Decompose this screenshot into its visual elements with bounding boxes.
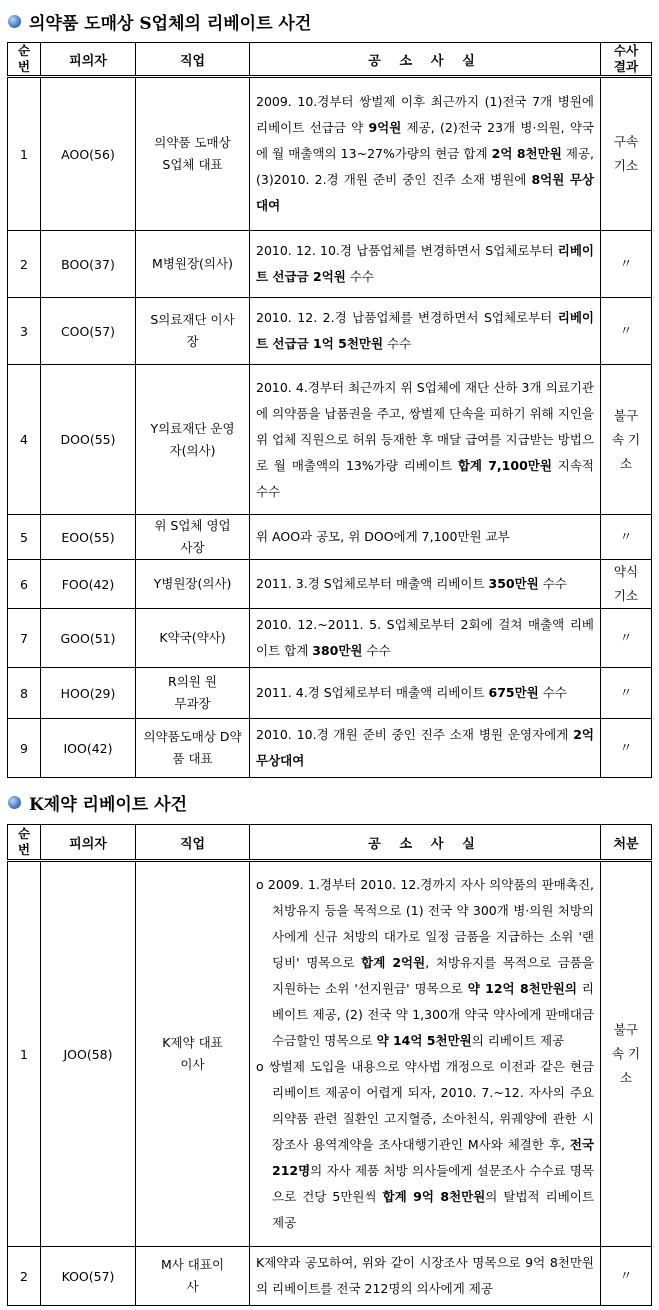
fact-text: 2011. 4.경 S업체로부터 매출액 리베이트 — [256, 685, 489, 700]
occupation-cell — [136, 515, 250, 560]
header-no: 순번 — [8, 825, 41, 861]
fact-emphasis: 약 12억 8천만원의 — [467, 981, 577, 996]
fact-emphasis: 8억원 무상 대여 — [256, 172, 594, 213]
facts-cell — [250, 861, 601, 1247]
result-cell — [601, 1247, 652, 1306]
result: 〃 — [619, 630, 633, 645]
result-cell — [601, 668, 652, 719]
row-number: 4 — [8, 365, 41, 515]
result-cell — [601, 231, 652, 298]
suspect-name: EOO(55) — [41, 515, 136, 560]
suspect-name: JOO(58) — [41, 861, 136, 1247]
header-job: 직업 — [136, 825, 250, 861]
fact-text: 2010. 12. 2.경 납품업체를 변경하면서 S업체로부터 — [256, 310, 558, 325]
section1-table — [7, 42, 652, 778]
fact-emphasis: 9억원 — [368, 120, 402, 135]
fact-text: 2009. 10.경부터 쌍벌제 이후 최근까지 (1)전국 7개 병원에 리베이트 선급금 약 — [256, 94, 594, 135]
occupation: K제약 대표이사 — [162, 1035, 223, 1072]
occupation: 의약품도매상 D약품 대표 — [143, 729, 242, 766]
table-row — [8, 231, 652, 298]
result: 〃 — [619, 323, 633, 338]
section2-table — [7, 824, 652, 1306]
fact-text: 수수 — [538, 576, 567, 591]
fact-text: 리베이트 제공, (2) 전국 약 1,300개 약국 약사에게 판매대금 수금할인 명목으로 — [272, 981, 594, 1048]
result: 〃 — [619, 529, 633, 544]
result-cell — [601, 77, 652, 231]
fact-text: 의 자사 제품 처방 의사들에게 설문조사 수수료 명목으로 건당 5만원씩 — [272, 1163, 594, 1204]
suspect-name: DOO(55) — [41, 365, 136, 515]
fact-emphasis: 350만원 — [488, 576, 539, 591]
header-suspect: 피의자 — [41, 43, 136, 77]
fact-text: 수수 — [383, 336, 412, 351]
row-number: 7 — [8, 609, 41, 668]
fact-text: 지속적 수수 — [256, 457, 594, 499]
table-row — [8, 1247, 652, 1306]
occupation: 위 S업체 영업사장 — [154, 518, 231, 555]
result-cell — [601, 861, 652, 1247]
table-row — [8, 719, 652, 778]
table-row — [8, 365, 652, 515]
occupation-cell — [136, 668, 250, 719]
occupation: Y의료재단 운영자(의사) — [150, 420, 235, 458]
result: 구속 기소 — [613, 134, 639, 173]
facts-cell — [250, 365, 601, 515]
header-facts: 공 소 사 실 — [250, 43, 601, 77]
fact-text: , 처방유지를 목적으로 금품을 지원하는 소위 '선지원금' 명목으로 — [272, 955, 594, 996]
fact-emphasis: 2억 무상대여 — [256, 727, 594, 768]
fact-text: K제약과 공모하여, 위와 같이 시장조사 명목으로 9억 8천만원의 리베이트를 전국 212명의 의사에게 제공 — [256, 1255, 594, 1296]
section2-header-row — [8, 825, 652, 861]
table-row — [8, 861, 652, 1247]
result: 〃 — [619, 740, 633, 755]
header-no: 순번 — [8, 43, 41, 77]
occupation-cell — [136, 1247, 250, 1306]
suspect-name: AOO(56) — [41, 77, 136, 231]
facts-cell — [250, 515, 601, 560]
row-number: 1 — [8, 861, 41, 1247]
fact-emphasis: 675만원 — [488, 685, 539, 700]
row-number: 1 — [8, 77, 41, 231]
header-job: 직업 — [136, 43, 250, 77]
occupation: M사 대표이사 — [160, 1257, 225, 1294]
table-row — [8, 515, 652, 560]
occupation-cell — [136, 719, 250, 778]
result: 약식 기소 — [613, 564, 639, 603]
occupation-cell — [136, 231, 250, 298]
occupation: M병원장(의사) — [152, 256, 233, 271]
occupation-cell — [136, 298, 250, 365]
occupation-cell — [136, 861, 250, 1247]
section1-title — [8, 9, 311, 34]
occupation: K약국(약사) — [159, 630, 226, 645]
fact-text: 2010. 4.경부터 최근까지 위 S업체에 재단 산하 3개 의료기관에 의약품을 납품권을 주고, 쌍벌제 단속을 피하기 위해 지인을 위 업체 직원으로 허위 등재한 후 매달 급여를 지급받는 방법으로 월 매출액의 13%가량 리베이트 — [256, 379, 594, 473]
fact-text: 수수 — [362, 643, 391, 658]
table-row — [8, 560, 652, 609]
fact-text: 의 탈법적 리베이트 제공 — [272, 1189, 594, 1230]
occupation-cell — [136, 609, 250, 668]
result-cell — [601, 560, 652, 609]
row-number: 2 — [8, 1247, 41, 1306]
row-number: 6 — [8, 560, 41, 609]
result-cell — [601, 719, 652, 778]
fact-emphasis: 리베이트 선급금 1억 5천만원 — [256, 310, 594, 351]
result: 〃 — [619, 1268, 633, 1283]
result-cell — [601, 515, 652, 560]
header-result: 처분 — [601, 825, 652, 861]
bullet-icon — [8, 15, 21, 28]
row-number: 2 — [8, 231, 41, 298]
section2-title — [8, 790, 187, 815]
suspect-name: FOO(42) — [41, 560, 136, 609]
facts-cell — [250, 560, 601, 609]
suspect-name: BOO(37) — [41, 231, 136, 298]
occupation: R의원 원무과장 — [168, 674, 217, 711]
fact-text: 제공, (3)2010. 2.경 개원 준비 중인 진주 소재 병원에 — [256, 146, 594, 187]
facts-cell — [250, 298, 601, 365]
occupation-cell — [136, 77, 250, 231]
suspect-name: COO(57) — [41, 298, 136, 365]
fact-text: o 2009. 1.경부터 2010. 12.경까지 자사 의약품의 판매촉진, 처방유지 등을 목적으로 (1) 전국 약 300개 병·의원 처방의사에게 신규 처방의 대가로 일정 금품을 지급하는 소위 '랜딩비' 명목으로 — [256, 877, 594, 970]
fact-emphasis: 리베이트 선급금 2억원 — [256, 243, 594, 284]
fact-text: 2010. 10.경 개원 준비 중인 진주 소재 병원 운영자에게 — [256, 727, 574, 742]
result: 불구속 기소 — [611, 1022, 641, 1085]
section2-title-text: K제약 리베이트 사건 — [29, 795, 187, 815]
result-cell — [601, 609, 652, 668]
facts-cell — [250, 77, 601, 231]
fact-text: 2011. 3.경 S업체로부터 매출액 리베이트 — [256, 576, 489, 591]
suspect-name: GOO(51) — [41, 609, 136, 668]
fact-emphasis: 380만원 — [312, 643, 363, 658]
fact-paragraph — [256, 872, 594, 1054]
occupation-cell — [136, 560, 250, 609]
table-row — [8, 609, 652, 668]
result: 〃 — [619, 685, 633, 700]
result-cell — [601, 365, 652, 515]
facts-cell — [250, 719, 601, 778]
fact-emphasis: 전국 212명 — [272, 1137, 594, 1178]
result: 불구속 기소 — [611, 407, 641, 471]
fact-emphasis: 합계 9억 8천만원 — [382, 1189, 486, 1204]
fact-text: o 쌍벌제 도입을 내용으로 약사법 개정으로 이전과 같은 현금 리베이트 제공이 어렵게 되자, 2010. 7.~12. 자사의 주요 의약품 관련 질환인 고지혈증, 소아천식, 위궤양에 관한 시장조사 용역계약을 조사대행기관인 M사와 체결한 후, — [256, 1059, 594, 1152]
fact-text: 2010. 12. 10.경 납품업체를 변경하면서 S업체로부터 — [256, 243, 558, 258]
fact-emphasis: 합계 2억원 — [361, 955, 426, 970]
section1-header-row — [8, 43, 652, 77]
facts-cell — [250, 231, 601, 298]
fact-emphasis: 약 14억 5천만원 — [376, 1033, 472, 1048]
fact-text: 수수 — [538, 685, 567, 700]
fact-text: 2010. 12.~2011. 5. S업체로부터 2회에 걸쳐 매출액 리베이트 합계 — [256, 617, 594, 658]
bullet-icon — [8, 796, 21, 809]
table-row — [8, 298, 652, 365]
occupation: Y병원장(의사) — [153, 576, 232, 591]
result: 〃 — [619, 256, 633, 271]
row-number: 3 — [8, 298, 41, 365]
header-facts: 공 소 사 실 — [250, 825, 601, 861]
table-row — [8, 668, 652, 719]
facts-cell — [250, 609, 601, 668]
table-row — [8, 77, 652, 231]
row-number: 8 — [8, 668, 41, 719]
fact-text: 위 AOO과 공모, 위 DOO에게 7,100만원 교부 — [256, 529, 510, 544]
fact-text: 제공, (2)전국 23개 병·의원, 약국에 월 매출액의 13~27%가량의 현금 합계 — [256, 120, 594, 161]
result-cell — [601, 298, 652, 365]
occupation-cell — [136, 365, 250, 515]
fact-emphasis: 2억 8천만원 — [491, 146, 562, 161]
row-number: 5 — [8, 515, 41, 560]
header-result: 수사결과 — [601, 43, 652, 77]
suspect-name: IOO(42) — [41, 719, 136, 778]
fact-paragraph — [256, 1054, 594, 1236]
suspect-name: KOO(57) — [41, 1247, 136, 1306]
facts-cell — [250, 1247, 601, 1306]
fact-text: 의 리베이트 제공 — [471, 1033, 565, 1048]
facts-cell — [250, 668, 601, 719]
section1-title-text: 의약품 도매상 S업체의 리베이트 사건 — [29, 14, 312, 34]
occupation: 의약품 도매상 S업체 대표 — [154, 135, 231, 172]
row-number: 9 — [8, 719, 41, 778]
fact-text: 수수 — [345, 269, 374, 284]
header-suspect: 피의자 — [41, 825, 136, 861]
fact-emphasis: 합계 7,100만원 — [457, 457, 552, 473]
occupation: S의료재단 이사장 — [150, 312, 235, 349]
suspect-name: HOO(29) — [41, 668, 136, 719]
